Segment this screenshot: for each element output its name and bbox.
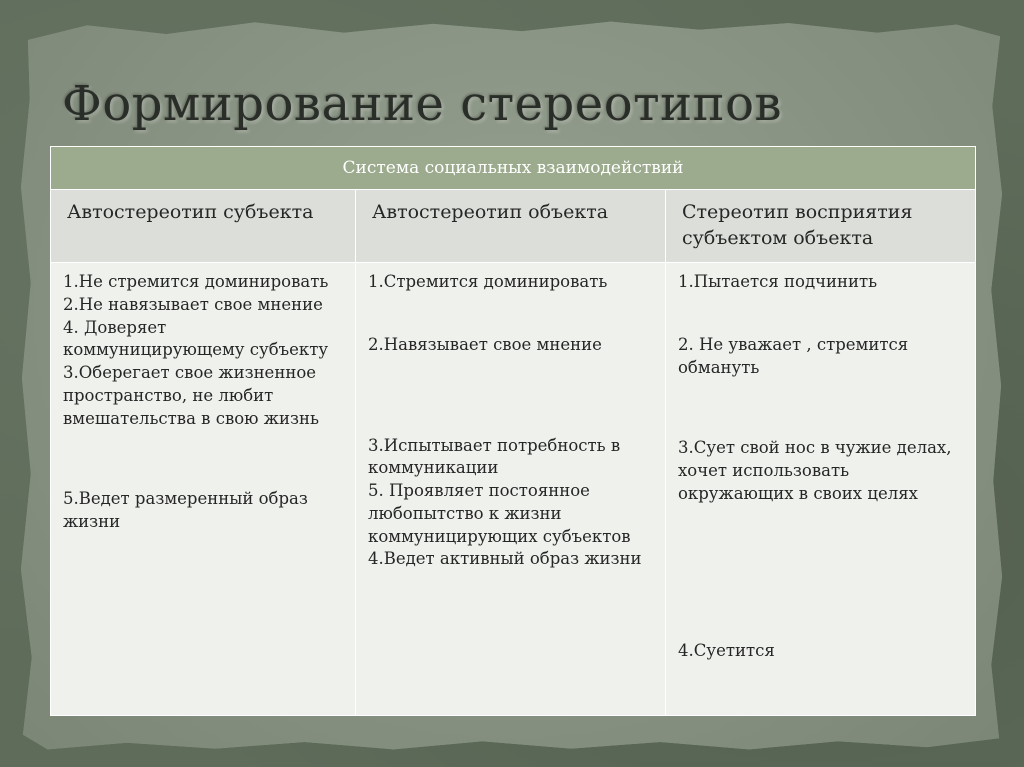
table-body-row	[51, 263, 976, 716]
table-grid	[50, 146, 976, 716]
list-item: 3.Сует свой нос в чужие делах, хочет использовать окружающих в своих целях	[678, 438, 952, 503]
column-cell-subject	[51, 263, 356, 716]
list-item: 3.Оберегает свое жизненное пространство, не любит вмешательства в свою жизнь	[63, 363, 319, 428]
list-item: 5.Ведет размеренный образ жизни	[63, 489, 308, 532]
spacer	[678, 506, 965, 640]
list-item: 4.Ведет активный образ жизни	[368, 549, 642, 569]
list-item: 2.Не навязывает свое мнение	[63, 294, 323, 314]
list-item: 1.Пытается подчинить	[678, 272, 878, 291]
column-header-perception-stereotype: Стереотип восприятия субъектом объекта	[666, 190, 976, 263]
list-item: 4. Доверяет коммуницирующему субъекту	[63, 317, 329, 360]
spacer	[63, 430, 345, 488]
spacer	[368, 294, 655, 314]
list-item: 2.Навязывает свое мнение	[368, 334, 602, 354]
spacer	[368, 357, 655, 435]
spacer	[678, 294, 965, 314]
stereotypes-table	[50, 146, 975, 716]
list-item: 5. Проявляет постоянное любопытство к жизни коммуницирующих субъектов	[368, 481, 631, 546]
spacer	[678, 379, 965, 417]
column-header-subject-autostereotype: Автостереотип субъекта	[51, 190, 356, 263]
slide-title: Формирование стереотипов	[62, 76, 783, 132]
list-item: 4.Суетится	[678, 640, 775, 660]
column-header-row	[51, 190, 976, 263]
column-cell-perception	[666, 263, 976, 716]
list-item: 1.Не стремится доминировать	[63, 272, 329, 291]
list-item: 2. Не уважает , стремится обмануть	[678, 334, 909, 377]
super-header-row	[51, 147, 976, 190]
super-header-cell: Система социальных взаимодействий	[51, 147, 976, 190]
list-item: 1.Стремится доминировать	[368, 272, 608, 291]
column-cell-object	[356, 263, 666, 716]
list-item: 3.Испытывает потребность в коммуникации	[368, 435, 621, 478]
column-header-object-autostereotype: Автостереотип объекта	[356, 190, 666, 263]
